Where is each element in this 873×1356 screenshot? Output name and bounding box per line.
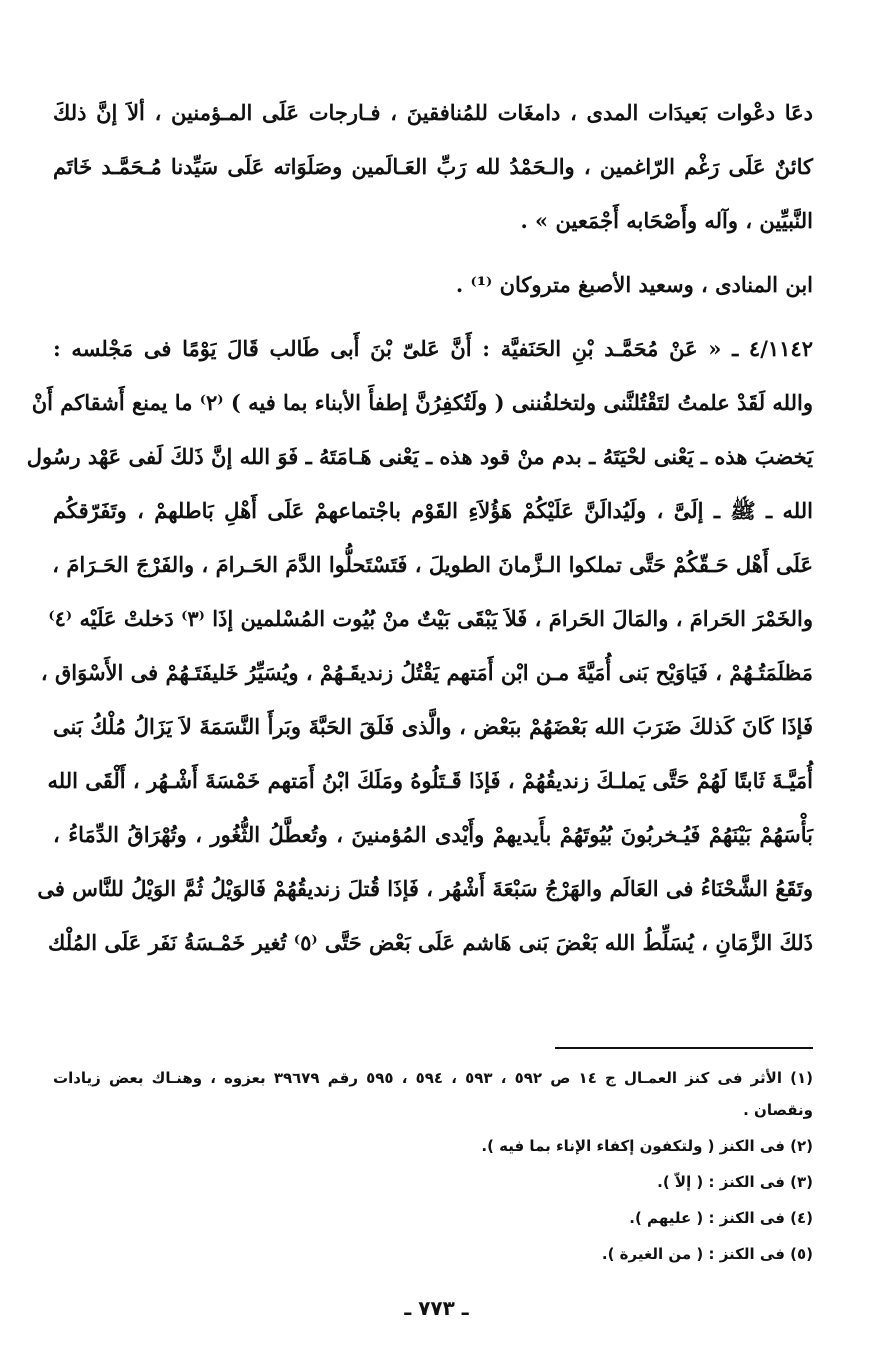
- footnote-line: (٤) فى الكنز : ( عليهم ).: [629, 1209, 813, 1227]
- main-text-line: والله لَقَدْ علمتُ لتَقْتُلنَّنى ولتخلفُننى ( ولَتُكفِرُنَّ إطفأَ الأبناء بما فيه ) ⁽٢⁾ ما يمنع أَشقاكم أَنْ: [31, 390, 813, 415]
- main-text-line: يَخضبَ هذه ـ يَعْنى لحْيَتَهُ ـ بدم منْ قود هذه ـ يَعْنى هَـامَتَهُ ـ فَوَ الله إنَّ ذَلكَ لَفى عَهْد رسُول: [26, 444, 813, 469]
- main-text-line: والخَمْرَ الحَرامَ ، والمَالَ الحَرامَ ، فَلاَ يَبْقَى بَيْتٌ منْ بُيُوت المُسْلمين إذَا ⁽٣⁾ دَخلتْ عَلَيْه ⁽٤⁾: [48, 606, 813, 631]
- main-text-line: وتَقَعُ الشَّحْنَاءُ فى العَالَم والهَرْجُ سَبْعَةَ أَشْهُر ، فَإذَا قُتلَ زنديقُهُمْ فَالوَيْلُ ثُمَّ الوَيْلُ للنَّاس فى: [37, 876, 813, 901]
- page-number: ـ ٧٧٣ ـ: [404, 1296, 469, 1320]
- hadith-heading-line: ٤/١١٤٢ ـ « عَنْ مُحَمَّـد بْنِ الحَنَفيَّة : أَنَّ عَلىّ بْنَ أَبى طَالب قَالَ يَوْمًا فى مَجْلسه :: [53, 336, 813, 361]
- main-text-line: الله ـ ﷺ ـ إلَىَّ ، ولَيُدالَنَّ عَلَيْكُمْ هَؤُلاَءِ القَوْم باجْتماعهمْ عَلَى أَهْلِ بَاطلهمْ ، وتَفَرّقكُم: [53, 498, 813, 523]
- main-text-line: دعَا دعْوات بَعيدَات المدى ، دامغَات للمُنافقينَ ، فـارجات عَلَى المـؤمنين ، ألاَ إنَّ ذلكَ: [53, 100, 813, 125]
- main-text-line: كائنٌ عَلَى رَغْم الرّاغمين ، والـحَمْدُ لله رَبِّ العَـالَمين وصَلَوَاته عَلَى سَيِّدنا مُـحَمَّـد خَاتَم: [53, 154, 813, 179]
- footnote-separator: [555, 1047, 813, 1049]
- footnote-line: (٥) فى الكنز : ( من الغيرة ).: [601, 1245, 813, 1263]
- main-text-line: فَإذَا كَانَ كَذلكَ ضَرَبَ الله بَعْضَهُمْ ببَعْض ، والَّذى فَلَقَ الحَبَّةَ وبَرأَ النَّسَمَةَ لاَ يَزَالُ مُلْكُ بَنى: [53, 714, 813, 739]
- footnote-line: (١) الأثر فى كنز العمـال ج ١٤ ص ٥٩٢ ، ٥٩٣ ، ٥٩٤ ، ٥٩٥ رقم ٣٩٦٧٩ بعزوه ، وهنـاك بعض زيادات: [53, 1069, 813, 1087]
- main-text-line: مَظلَمَتُـهُمْ ، فَيَاوَيْح بَنى أُمَيَّةَ مـن ابْن أَمَتهم يَقْتُلُ زنديقَـهُمْ ، ويُسَيِّرُ خَليفَتَـهُمْ فى الأَسْوَاق ،: [40, 660, 813, 685]
- footnote-line: ونقصان .: [743, 1101, 813, 1119]
- main-text-line: ذَلكَ الزَّمَانِ ، يُسَلِّطُ الله بَعْضَ بَنى هَاشم عَلَى بَعْض حَتَّى ⁽٥⁾ تُغير خَمْـسَةُ نَفَر عَلَى المُلْك: [48, 930, 813, 955]
- main-text-line: ابن المنادى ، وسعيد الأصبغ متروكان ⁽¹⁾ .: [455, 272, 813, 297]
- main-text-line: بَأْسَهُمْ بَيْنَهُمْ فَيُـخربُونَ بُيُوتَهُمْ بأَيديهمْ وأَيْدى المُؤمنينَ ، وتُعطَّلُ الثُّغُور ، وتُهْرَاقُ الدِّمَاءُ ،: [53, 822, 813, 847]
- main-text-line: النَّبيِّين ، وآله وأَصْحَابه أَجْمَعين » .: [520, 208, 813, 233]
- main-text-line: أُمَيَّـةَ ثَابتًا لَهُمْ حَتَّى يَملـكَ زنديقُهُمْ ، فَإذَا قَـتَلُوهُ ومَلَكَ ابْنُ أَمَتهم خَمْسَةَ أَشْـهُر ، أَلْقَى الله: [47, 768, 813, 793]
- footnote-line: (٢) فى الكنز ( ولتكفون إكفاء الإناء بما فيه ).: [481, 1137, 813, 1155]
- main-text-block: [26, 86, 813, 970]
- main-text-line: عَلَى أَهْل حَـقّكُمْ حَتَّى تملكوا الـزَّمانَ الطويلَ ، فَتَسْتَحلُّوا الدَّمَ الحَـرامَ ، والفَرْجَ الحَـرَامَ ،: [52, 552, 813, 577]
- footnote-line: (٣) فى الكنز : ( إلاّ ).: [657, 1173, 813, 1191]
- footnotes-block: [53, 1062, 813, 1270]
